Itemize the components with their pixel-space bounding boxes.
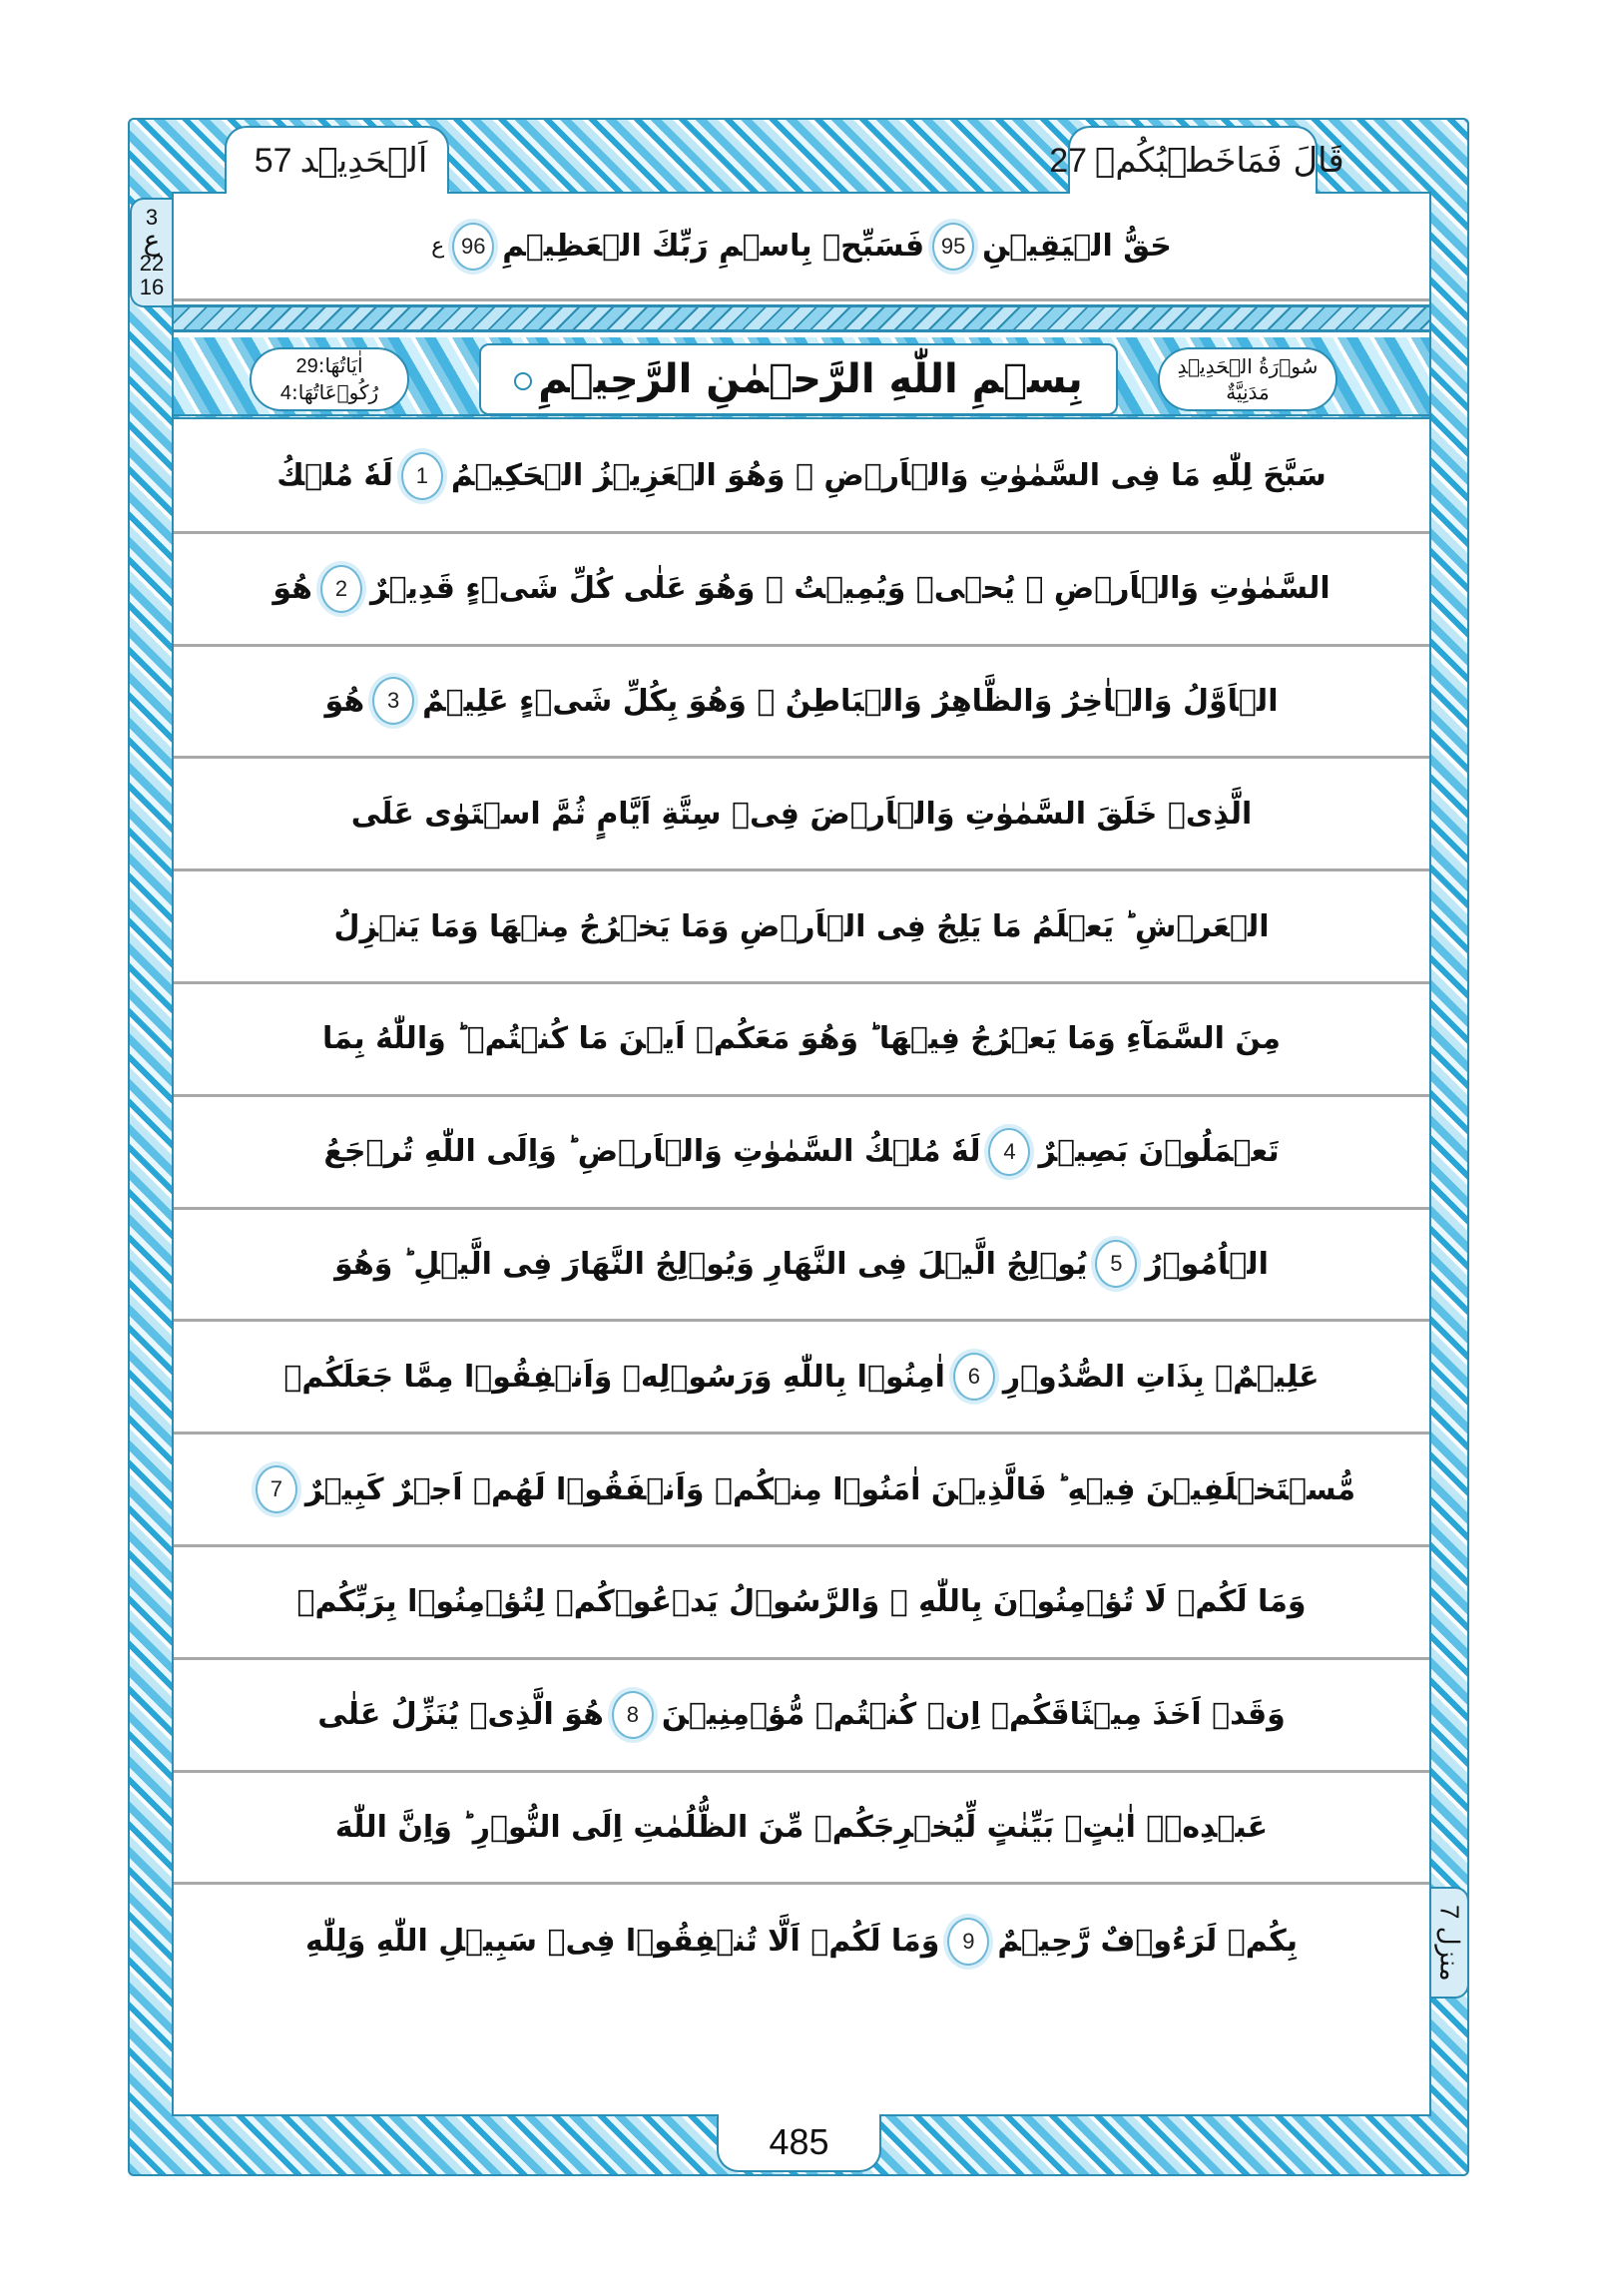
verse-text: الَّذِىۡ خَلَقَ السَّمٰوٰتِ وَالۡاَرۡضَ فِىۡ سِتَّةِ اَيَّامٍ ثُمَّ اسۡتَوٰى عَلَى	[350, 796, 1253, 832]
verse-line	[174, 1435, 1429, 1547]
verse-line	[174, 534, 1429, 647]
verse-line	[174, 1660, 1429, 1773]
ayah-number-marker: 8	[612, 1691, 654, 1739]
verse-text: الۡاَوَّلُ وَالۡاٰخِرُ وَالظَّاهِرُ وَالۡبَاطِنُ ۚ وَهُوَ بِكُلِّ شَىۡءٍ عَلِيۡمٌ	[422, 683, 1279, 719]
header-surah-title: اَلۡحَدِیۡد	[299, 141, 428, 181]
ruku-marker-top: 3	[145, 205, 159, 230]
ruku-label: رُكُوۡعَاتُهَا:	[290, 380, 379, 404]
verse-text: لَهٗ مُلۡكُ السَّمٰوٰتِ وَالۡاَرۡضِ ؕ وَاِلَى اللّٰهِ تُرۡجَعُ	[323, 1134, 981, 1170]
verse-text: فَسَبِّحۡ بِاسۡمِ رَبِّكَ الۡعَظِيۡمِ	[502, 229, 925, 264]
header-surah-number: 57	[254, 141, 292, 180]
verse-line	[174, 1322, 1429, 1435]
surah-type: مَدَنِيَّةٌ	[1226, 380, 1270, 404]
verse-text: الۡاُمُوۡرُ	[1145, 1246, 1269, 1282]
ruku-marker	[130, 198, 174, 307]
ayah-number-marker: 2	[320, 565, 362, 613]
verse-text: تَعۡمَلُوۡنَ بَصِيۡرٌ	[1038, 1134, 1280, 1170]
verse-line	[174, 421, 1429, 534]
ayah-number-marker: 6	[953, 1353, 995, 1401]
verse-line	[174, 1885, 1429, 1998]
verse-text: سَبَّحَ لِلّٰهِ مَا فِى السَّمٰوٰتِ وَالۡاَرۡضِ ۚ وَهُوَ الۡعَزِيۡزُ الۡحَكِيۡمُ	[450, 458, 1327, 494]
ayah-number-marker: 95	[932, 223, 974, 271]
verse-text: عَلِيۡمٌۢ بِذَاتِ الصُّدُوۡرِ	[1002, 1359, 1320, 1395]
verse-line	[174, 1547, 1429, 1660]
surah-count-cartouche	[250, 347, 409, 411]
surah-name-cartouche	[1158, 347, 1337, 411]
page-number: 485	[769, 2121, 829, 2162]
verse-text: لَهٗ مُلۡكُ	[276, 458, 393, 494]
bismillah-text: بِسۡمِ اللّٰهِ الرَّحۡمٰنِ الرَّحِيۡمِ	[538, 356, 1083, 402]
verse-text: هُوَ	[272, 571, 312, 607]
manzil-marker	[1429, 1887, 1469, 1999]
verse-text: مِنَ السَّمَآءِ وَمَا يَعۡرُجُ فِيۡهَا ؕ وَهُوَ مَعَكُمۡ اَيۡنَ مَا كُنۡتُمۡ ؕ وَاللّٰهُ بِمَا	[322, 1021, 1281, 1057]
bismillah	[514, 356, 1083, 402]
ayat-count-row	[295, 352, 362, 379]
verse-text: السَّمٰوٰتِ وَالۡاَرۡضِ ۚ يُحۡىٖ وَيُمِيۡتُ ۚ وَهُوَ عَلٰى كُلِّ شَىۡءٍ قَدِيۡرٌ	[369, 571, 1331, 607]
ruku-marker-middle: 22	[139, 251, 165, 276]
verse-text: وَمَا لَكُمۡ لَا تُؤۡمِنُوۡنَ بِاللّٰهِ ۚ وَالرَّسُوۡلُ يَدۡعُوۡكُمۡ لِتُؤۡمِنُوۡا بِرَبِّكُمۡ	[296, 1584, 1307, 1620]
header-surah-tab	[225, 126, 449, 194]
ayah-number-marker: 3	[372, 677, 414, 725]
ayah-number-marker: 7	[256, 1465, 297, 1513]
page-number-tab	[717, 2114, 881, 2172]
verse-text: بِكُمۡ لَرَءُوۡفٌ رَّحِيۡمٌ	[997, 1924, 1298, 1960]
ruku-marker-bottom: 16	[139, 275, 165, 299]
ayah-number-marker: 9	[947, 1918, 989, 1966]
ruku-symbol-icon: ع	[143, 224, 161, 257]
header-juz-tab	[1049, 126, 1344, 194]
bismillah-cartouche	[479, 343, 1118, 415]
verse-line	[174, 1210, 1429, 1323]
surah-name: سُوۡرَةُ الۡحَدِيۡدِ	[1177, 354, 1319, 378]
verse-line	[174, 647, 1429, 760]
header-juz-title: قَالَ فَمَاخَطۡبُكُمۡ	[1095, 141, 1344, 181]
braid-divider	[174, 304, 1429, 332]
verse-line	[174, 1097, 1429, 1210]
verse-text: عَبۡدِهٖۤ اٰيٰتٍۭ بَيِّنٰتٍ لِّيُخۡرِجَكُمۡ مِّنَ الظُّلُمٰتِ اِلَى النُّوۡرِ ؕ وَاِنَّ اللّٰهَ	[334, 1809, 1269, 1845]
ayah-number-marker: 5	[1095, 1240, 1137, 1288]
ayah-number-marker: 4	[988, 1128, 1030, 1176]
ruku-count: 4	[279, 382, 291, 404]
verse-line	[174, 759, 1429, 871]
verse-text: اٰمِنُوۡا بِاللّٰهِ وَرَسُوۡلِهٖ وَاَنۡفِقُوۡا مِمَّا جَعَلَكُمۡ	[283, 1359, 945, 1395]
top-verse-line	[174, 194, 1429, 301]
verse-text: يُوۡلِجُ الَّيۡلَ فِى النَّهَارِ وَيُوۡلِجُ النَّهَارَ فِى الَّيۡلِ ؕ وَهُوَ	[334, 1246, 1088, 1282]
ayah-number-marker: 1	[401, 452, 443, 500]
verse-text: مُّسۡتَخۡلَفِيۡنَ فِيۡهِ ؕ فَالَّذِيۡنَ اٰمَنُوۡا مِنۡكُمۡ وَاَنۡفَقُوۡا لَهُمۡ اَجۡرٌ كَبِيۡرٌ	[304, 1471, 1356, 1507]
verse-line	[174, 984, 1429, 1097]
verse-line	[174, 871, 1429, 984]
verse-end-circle-icon	[514, 372, 532, 390]
ruku-count-row	[280, 379, 378, 406]
verse-text: الۡعَرۡشِ ؕ يَعۡلَمُ مَا يَلِجُ فِى الۡاَرۡضِ وَمَا يَخۡرُجُ مِنۡهَا وَمَا يَنۡزِلُ	[333, 908, 1270, 944]
ayat-count: 29	[295, 355, 318, 377]
verse-text: هُوَ	[324, 683, 365, 719]
verse-text: حَقُّ الۡيَقِيۡنِ	[982, 229, 1172, 264]
verse-text: هُوَ الَّذِىۡ يُنَزِّلُ عَلٰى	[317, 1697, 604, 1733]
verse-text: وَقَدۡ اَخَذَ مِيۡثَاقَكُمۡ اِنۡ كُنۡتُمۡ مُّؤۡمِنِيۡنَ	[661, 1697, 1286, 1733]
ayat-label: اٰيَاتُهَا:	[317, 353, 363, 377]
manzil-label: منزل 7	[1434, 1904, 1465, 1982]
ruku-end-mark: ع	[431, 234, 445, 259]
header-juz-number: 27	[1049, 141, 1088, 180]
verse-line	[174, 1773, 1429, 1886]
ayah-number-marker: 96	[452, 223, 494, 271]
verse-text: وَمَا لَكُمۡ اَلَّا تُنۡفِقُوۡا فِىۡ سَبِيۡلِ اللّٰهِ وَلِلّٰهِ	[305, 1924, 940, 1960]
